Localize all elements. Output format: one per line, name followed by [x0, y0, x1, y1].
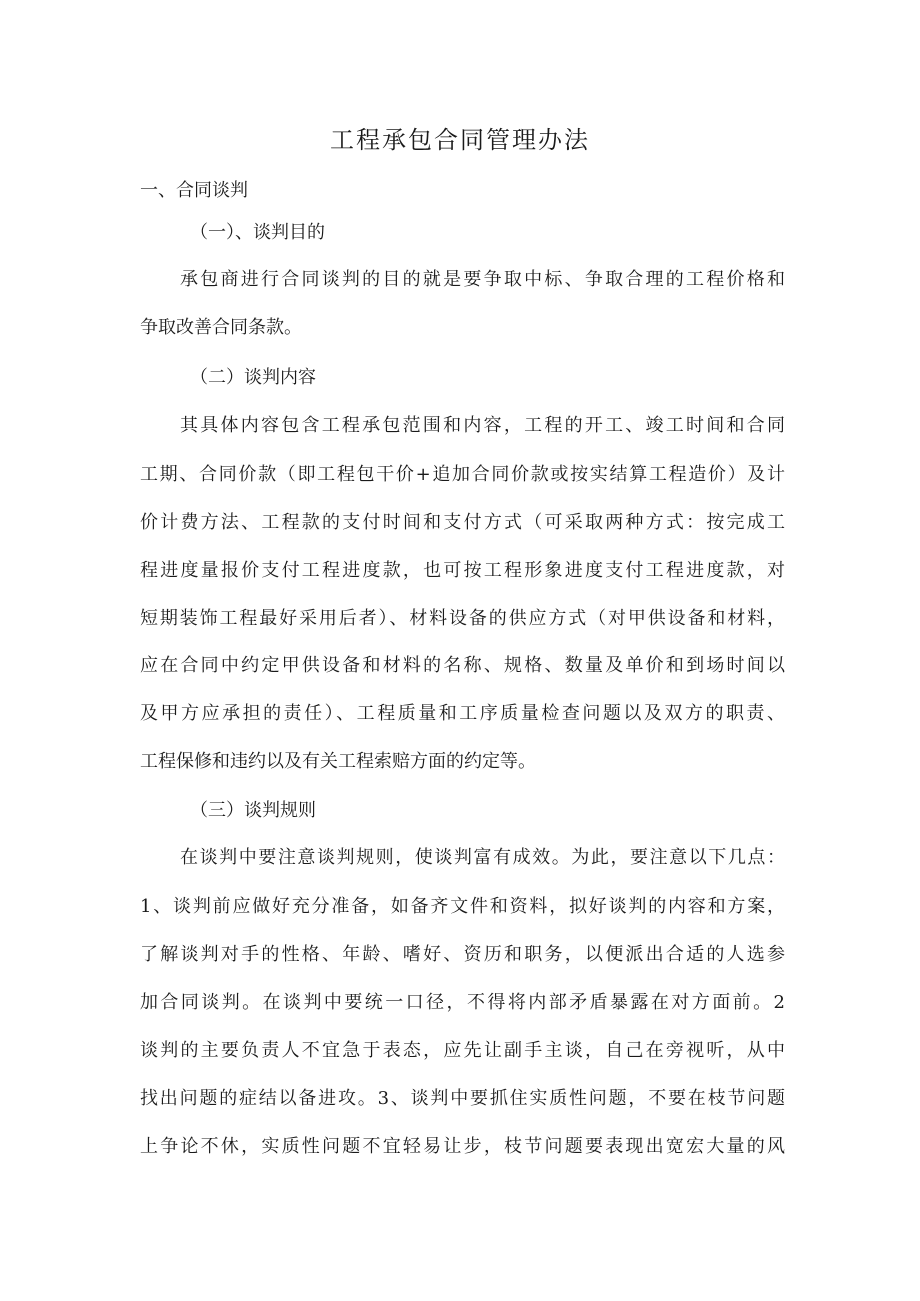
subsection-heading: （一）、谈判目的	[190, 222, 325, 243]
paragraph-line: 及甲方应承担的责任）、工程质量和工序质量检查问题以及双方的职责、	[140, 703, 785, 724]
paragraph-line: 加合同谈判。在谈判中要统一口径，不得将内部矛盾暴露在对方面前。2	[140, 992, 785, 1013]
paragraph-line: 短期装饰工程最好采用后者）、材料设备的供应方式（对甲供设备和材料，	[140, 608, 785, 629]
paragraph-line: 其具体内容包含工程承包范围和内容，工程的开工、竣工时间和合同	[180, 415, 785, 436]
paragraph-line: 上争论不休，实质性问题不宜轻易让步，枝节问题要表现出宽宏大量的风	[140, 1136, 785, 1157]
subsection-heading: （三）谈判规则	[190, 800, 316, 821]
paragraph-line: 在谈判中要注意谈判规则，使谈判富有成效。为此，要注意以下几点：	[180, 847, 785, 868]
paragraph-line: 谈判的主要负责人不宜急于表态，应先让副手主谈，自己在旁视听，从中	[140, 1040, 785, 1061]
paragraph-line: 承包商进行合同谈判的目的就是要争取中标、争取合理的工程价格和	[180, 269, 785, 290]
paragraph-line: 找出问题的症结以备进攻。3、谈判中要抓住实质性问题，不要在枝节问题	[140, 1088, 785, 1109]
paragraph-line: 工期、合同价款（即工程包干价+追加合同价款或按实结算工程造价）及计	[140, 464, 785, 485]
paragraph-line: 价计费方法、工程款的支付时间和支付方式（可采取两种方式：按完成工	[140, 512, 785, 533]
paragraph-line: 争取改善合同条款。	[140, 317, 302, 338]
paragraph-line: 程进度量报价支付工程进度款，也可按工程形象进度支付工程进度款，对	[140, 560, 785, 581]
paragraph-line: 了解谈判对手的性格、年龄、嗜好、资历和职务，以便派出合适的人选参	[140, 944, 785, 965]
subsection-heading: （二）谈判内容	[190, 367, 316, 388]
document-title: 工程承包合同管理办法	[330, 126, 590, 154]
paragraph-line: 工程保修和违约以及有关工程索赔方面的约定等。	[140, 751, 536, 772]
paragraph-line: 应在合同中约定甲供设备和材料的名称、规格、数量及单价和到场时间以	[140, 655, 785, 676]
paragraph-line: 1、谈判前应做好充分准备，如备齐文件和资料，拟好谈判的内容和方案，	[140, 896, 785, 917]
section-heading: 一、合同谈判	[140, 180, 248, 201]
